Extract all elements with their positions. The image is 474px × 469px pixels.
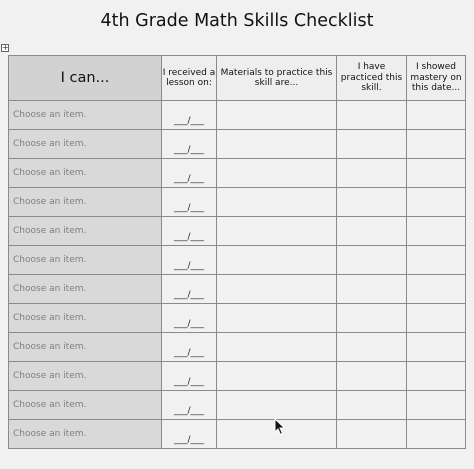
- lesson-date-field[interactable]: ___/___: [162, 217, 217, 246]
- choose-item-dropdown[interactable]: Choose an item.: [9, 188, 162, 217]
- header-practiced: I have practiced this skill.: [337, 56, 407, 101]
- materials-cell[interactable]: [217, 130, 337, 159]
- mastery-date-cell[interactable]: [407, 246, 466, 275]
- materials-cell[interactable]: [217, 304, 337, 333]
- practiced-cell[interactable]: [337, 217, 407, 246]
- table-row: [9, 217, 466, 246]
- mastery-date-cell[interactable]: [407, 159, 466, 188]
- choose-item-dropdown[interactable]: Choose an item.: [9, 304, 162, 333]
- lesson-date-field[interactable]: ___/___: [162, 420, 217, 449]
- table-row: [9, 275, 466, 304]
- table-row: [9, 246, 466, 275]
- materials-cell[interactable]: [217, 333, 337, 362]
- mastery-date-cell[interactable]: [407, 130, 466, 159]
- mastery-date-cell[interactable]: [407, 275, 466, 304]
- lesson-date-field[interactable]: ___/___: [162, 101, 217, 130]
- mastery-date-cell[interactable]: [407, 362, 466, 391]
- mastery-date-cell[interactable]: [407, 188, 466, 217]
- lesson-date-field[interactable]: ___/___: [162, 275, 217, 304]
- mastery-date-cell[interactable]: [407, 304, 466, 333]
- header-received-lesson: I received a lesson on:: [162, 56, 217, 101]
- mastery-date-cell[interactable]: [407, 333, 466, 362]
- table-row: [9, 333, 466, 362]
- document-title: 4th Grade Math Skills Checklist: [100, 11, 374, 31]
- practiced-cell[interactable]: [337, 304, 407, 333]
- choose-item-dropdown[interactable]: Choose an item.: [9, 217, 162, 246]
- lesson-date-field[interactable]: ___/___: [162, 159, 217, 188]
- practiced-cell[interactable]: [337, 420, 407, 449]
- practiced-cell[interactable]: [337, 101, 407, 130]
- header-materials: Materials to practice this skill are...: [217, 56, 337, 101]
- checklist-table: [8, 55, 466, 449]
- mastery-date-cell[interactable]: [407, 391, 466, 420]
- mouse-pointer-icon: [274, 418, 286, 436]
- table-row: [9, 130, 466, 159]
- lesson-date-field[interactable]: ___/___: [162, 246, 217, 275]
- choose-item-dropdown[interactable]: Choose an item.: [9, 391, 162, 420]
- materials-cell[interactable]: [217, 217, 337, 246]
- table-row: [9, 159, 466, 188]
- materials-cell[interactable]: [217, 159, 337, 188]
- lesson-date-field[interactable]: ___/___: [162, 362, 217, 391]
- choose-item-dropdown[interactable]: Choose an item.: [9, 130, 162, 159]
- mastery-date-cell[interactable]: [407, 217, 466, 246]
- table-row: [9, 304, 466, 333]
- lesson-date-field[interactable]: ___/___: [162, 391, 217, 420]
- mastery-date-cell[interactable]: [407, 420, 466, 449]
- materials-cell[interactable]: [217, 362, 337, 391]
- header-row: [9, 56, 466, 101]
- materials-cell[interactable]: [217, 391, 337, 420]
- materials-cell[interactable]: [217, 101, 337, 130]
- practiced-cell[interactable]: [337, 246, 407, 275]
- materials-cell[interactable]: [217, 188, 337, 217]
- practiced-cell[interactable]: [337, 159, 407, 188]
- lesson-date-field[interactable]: ___/___: [162, 304, 217, 333]
- practiced-cell[interactable]: [337, 275, 407, 304]
- choose-item-dropdown[interactable]: Choose an item.: [9, 333, 162, 362]
- table-row: [9, 420, 466, 449]
- header-i-can: I can...: [9, 56, 162, 101]
- table-row: [9, 362, 466, 391]
- practiced-cell[interactable]: [337, 333, 407, 362]
- choose-item-dropdown[interactable]: Choose an item.: [9, 246, 162, 275]
- table-row: [9, 391, 466, 420]
- choose-item-dropdown[interactable]: Choose an item.: [9, 159, 162, 188]
- header-mastery: I showed mastery on this date...: [407, 56, 466, 101]
- practiced-cell[interactable]: [337, 130, 407, 159]
- lesson-date-field[interactable]: ___/___: [162, 188, 217, 217]
- lesson-date-field[interactable]: ___/___: [162, 130, 217, 159]
- choose-item-dropdown[interactable]: Choose an item.: [9, 275, 162, 304]
- table-row: [9, 188, 466, 217]
- materials-cell[interactable]: [217, 246, 337, 275]
- practiced-cell[interactable]: [337, 188, 407, 217]
- mastery-date-cell[interactable]: [407, 101, 466, 130]
- lesson-date-field[interactable]: ___/___: [162, 333, 217, 362]
- table-row: [9, 101, 466, 130]
- practiced-cell[interactable]: [337, 391, 407, 420]
- table-move-handle-icon[interactable]: +: [2, 43, 9, 52]
- choose-item-dropdown[interactable]: Choose an item.: [9, 101, 162, 130]
- choose-item-dropdown[interactable]: Choose an item.: [9, 420, 162, 449]
- materials-cell[interactable]: [217, 275, 337, 304]
- choose-item-dropdown[interactable]: Choose an item.: [9, 362, 162, 391]
- practiced-cell[interactable]: [337, 362, 407, 391]
